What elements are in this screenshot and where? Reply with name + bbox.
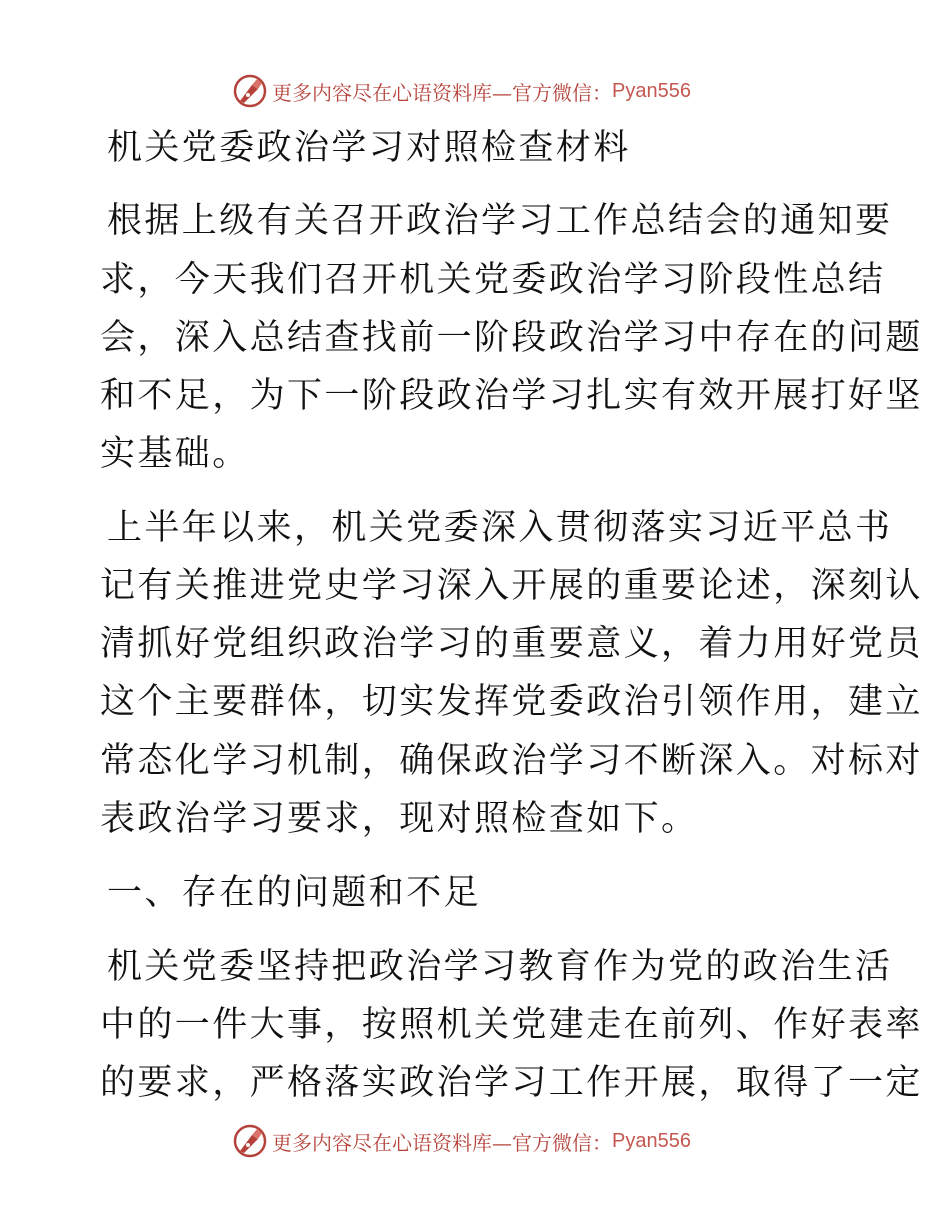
paragraph-2-line-2: 记有关推进党史学习深入开展的重要论述，深刻认 bbox=[100, 566, 923, 606]
section-heading: 一、存在的问题和不足 bbox=[107, 873, 482, 913]
paragraph-3-line-1: 机关党委坚持把政治学习教育作为党的政治生活 bbox=[107, 947, 893, 987]
paragraph-2-line-1: 上半年以来，机关党委深入贯彻落实习近平总书 bbox=[107, 508, 893, 548]
watermark-header bbox=[232, 71, 691, 111]
paragraph-3-line-3: 的要求，严格落实政治学习工作开展，取得了一定 bbox=[100, 1063, 923, 1103]
paragraph-1-line-4: 和不足，为下一阶段政治学习扎实有效开展打好坚 bbox=[100, 376, 923, 416]
paragraph-2-line-5: 常态化学习机制，确保政治学习不断深入。对标对 bbox=[100, 741, 923, 781]
paragraph-1-line-2: 求，今天我们召开机关党委政治学习阶段性总结 bbox=[100, 260, 886, 300]
paragraph-2-line-4: 这个主要群体，切实发挥党委政治引领作用，建立 bbox=[100, 682, 923, 722]
watermark-wechat-id: Pyan556 bbox=[612, 79, 691, 102]
paragraph-3-line-2: 中的一件大事，按照机关党建走在前列、作好表率 bbox=[100, 1005, 923, 1045]
paragraph-1-line-3: 会，深入总结查找前一阶段政治学习中存在的问题 bbox=[100, 318, 923, 358]
paragraph-1-line-5: 实基础。 bbox=[100, 434, 250, 474]
watermark-wechat-id: Pyan556 bbox=[612, 1129, 691, 1152]
document-title: 机关党委政治学习对照检查材料 bbox=[107, 128, 631, 168]
pen-nib-logo-icon bbox=[232, 73, 268, 109]
watermark-text: 更多内容尽在心语资料库—官方微信： bbox=[272, 80, 612, 105]
paragraph-1-line-1: 根据上级有关召开政治学习工作总结会的通知要 bbox=[107, 201, 893, 241]
paragraph-2-line-6: 表政治学习要求，现对照检查如下。 bbox=[100, 799, 699, 839]
watermark-footer bbox=[232, 1121, 691, 1161]
pen-nib-logo-icon bbox=[232, 1123, 268, 1159]
paragraph-2-line-3: 清抓好党组织政治学习的重要意义，着力用好党员 bbox=[100, 624, 923, 664]
watermark-text: 更多内容尽在心语资料库—官方微信： bbox=[272, 1130, 612, 1155]
